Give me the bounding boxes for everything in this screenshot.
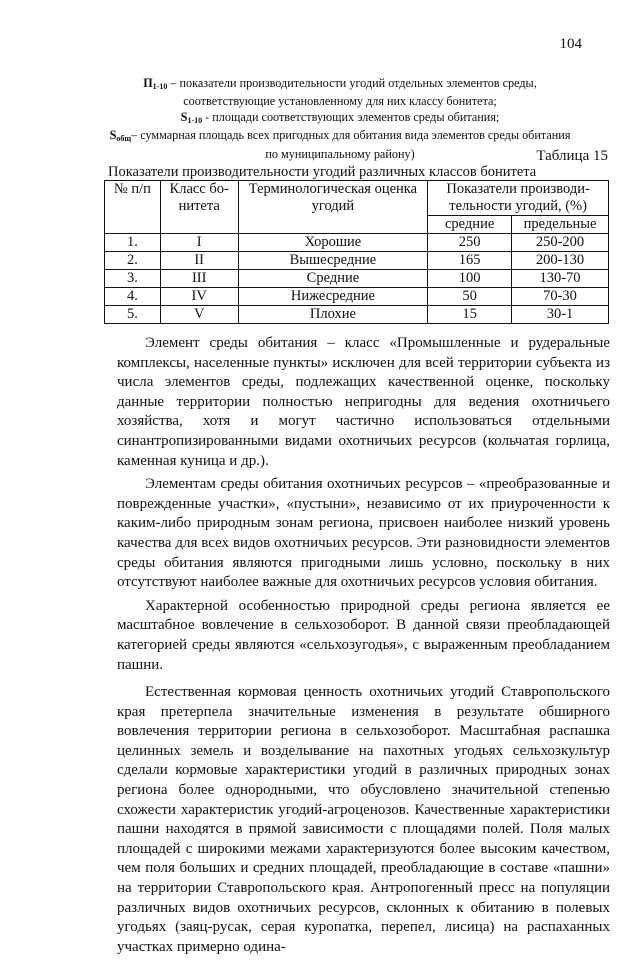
cell-class: II [160,252,238,270]
header-num: № п/п [105,181,161,234]
cell-term: Вышесредние [238,252,428,270]
cell-num: 4. [105,288,161,306]
header-performance: Показатели производи-тельности угодий, (%) [428,181,609,216]
cell-average: 100 [428,270,512,288]
symbol-stotal: S [109,128,117,143]
cell-average: 250 [428,234,512,252]
cell-term: Плохие [238,306,428,324]
legend-stotal-text: – суммарная площадь всех пригодных для обитания вида элементов среды обитания [131,128,571,143]
table-row [105,270,609,288]
table-caption: Показатели производительности угодий различных классов бонитета [108,164,537,180]
legend-p-text: – показатели производительности угодий отдельных элементов среды, [167,76,537,90]
table-number: Таблица 15 [536,148,608,164]
table-row [105,252,609,270]
bonitet-table [104,180,609,324]
cell-num: 3. [105,270,161,288]
symbol-s-subscript: 1-10 [187,115,203,125]
cell-class: V [160,306,238,324]
legend-line-stotal [80,128,600,146]
paragraph-agricultural-involvement: Характерной особенностью природной среды региона является ее масштабное вовлечение в сельхозоборот. В данной связи преобладающей категорией среды являются «сельхозугодья», с выраженным преобладанием пашни. [117,597,610,673]
cell-term: Нижесредние [238,288,428,306]
cell-limit: 70-30 [512,288,609,306]
legend-s-text: - площади соответствующих элементов среды обитания; [202,109,500,124]
legend-line-stotal-cont: по муниципальному району) [265,146,415,161]
cell-num: 1. [105,234,161,252]
symbol-p-subscript: 1-10 [152,82,168,91]
table-row [105,306,609,324]
cell-limit: 130-70 [512,270,609,288]
legend-line-p-cont: соответствующие установленному для них классу бонитета; [183,94,497,109]
legend-line-p [80,76,600,94]
cell-num: 2. [105,252,161,270]
legend-line-s [80,110,600,128]
cell-class: I [160,234,238,252]
paragraph-industrial-areas: Элемент среды обитания – класс «Промышленные и рудеральные комплексы, населенные пункты» исключен для всей территории субъекта из числа элементов среды, подлежащих качественной оценке, поскольку данные территории полностью непригодны для ведения охотничьего хозяйства, хотя и могут частично использоваться отдельными синантропизированными видами охотничьих ресурсов (кольчатая горлица, каменная куница и др.). [117,335,610,469]
table-row [105,234,609,252]
cell-term: Средние [238,270,428,288]
cell-num: 5. [105,306,161,324]
cell-class: IV [160,288,238,306]
cell-term: Хорошие [238,234,428,252]
header-term: Терминологическая оценка угодий [238,181,428,234]
header-class: Класс бо-нитета [160,181,238,234]
cell-average: 50 [428,288,512,306]
paragraph-forage-value: Естественная кормовая ценность охотничьих угодий Ставропольского края претерпела значительные изменения в результате обширного вовлечения территории региона в сельхозоборот. Масштабная распашка целинных земель и возделывание на пахотных угодьях сельхозкультур сделали кормовые характеристики угодий в различных природных зонах региона более однородными, что обусловлено значительной степенью схожести характеристик угодий-агроценозов. Качественные характеристики пашни находятся в прямой зависимости с площадями полей. Поля малых площадей с широкими межами характеризуются более высоким качеством, чем поля больших и средних площадей, преобладающие в составе «пашни» на территории Ставропольского края. Антропогенный пресс на популяции различных видов охотничьих ресурсов, склонных к обитанию в полевых угодьях (заяц-русак, серая куропатка, перепел, лисица) на распаханных участках примерно одина- [117,684,610,955]
symbol-stotal-subscript: общ [116,134,132,144]
body-text [117,334,610,961]
cell-limit: 200-130 [512,252,609,270]
table-row [105,288,609,306]
page-number: 104 [559,36,582,52]
header-average: средние [428,216,512,234]
symbol-s: S [180,109,188,124]
paragraph-transformed-areas: Элементам среды обитания охотничьих ресурсов – «преобразованные и поврежденные участки», «пустыни», независимо от их приуроченности к каким-либо природным зонам региона, присвоен наиболее низкий уровень качества для всех видов охотничьих ресурсов. Эти разновидности элементов среды обитания являются пригодными лишь условно, поскольку в них отсутствуют наиболее важные для охотничьих ресурсов условия обитания. [117,476,610,591]
cell-average: 15 [428,306,512,324]
cell-average: 165 [428,252,512,270]
header-limit: предельные [512,216,609,234]
symbol-p: П [143,76,153,90]
cell-limit: 30-1 [512,306,609,324]
formula-legend [80,76,600,162]
cell-class: III [160,270,238,288]
cell-limit: 250-200 [512,234,609,252]
